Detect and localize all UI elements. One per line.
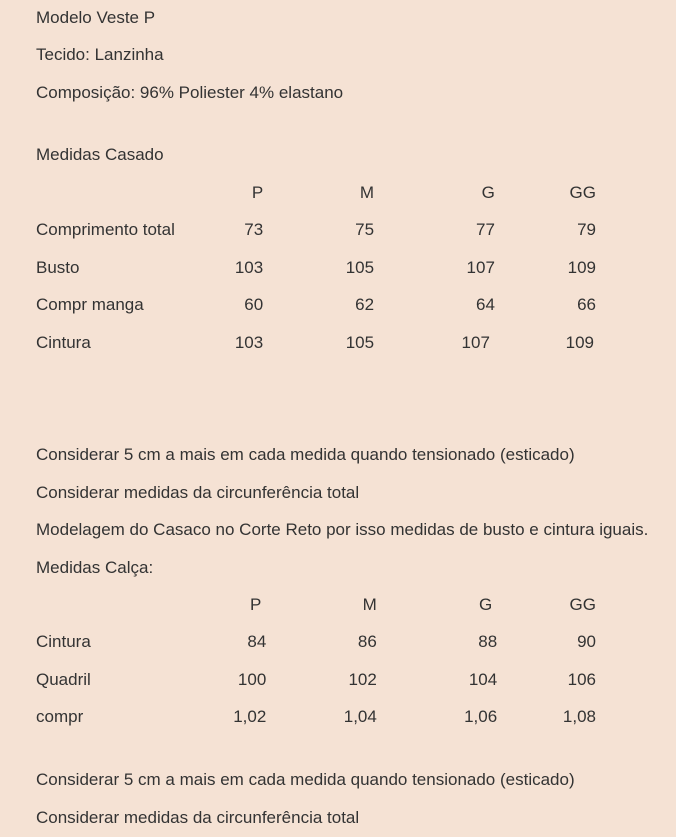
table-cell: 77 (475, 220, 495, 240)
table-header-cell: P (251, 182, 264, 202)
table-cell: 109 (567, 257, 596, 277)
table-row (36, 624, 596, 662)
table-row (36, 249, 596, 287)
table-cell: 104 (468, 669, 498, 689)
casaco-note-circumference: Considerar medidas da circunferência total (36, 483, 360, 502)
calca-note-stretch: Considerar 5 cm a mais em cada medida quando tensionado (esticado) (36, 770, 575, 789)
table-cell: 1,08 (562, 707, 596, 727)
calca-measurements-table (36, 586, 596, 736)
table-header-cell: M (362, 594, 377, 614)
table-cell: Cintura (36, 332, 91, 352)
model-size-text: Modelo Veste P (36, 8, 156, 27)
table-row (36, 699, 596, 737)
table-cell: 79 (577, 220, 596, 240)
table-cell: 107 (466, 257, 495, 277)
table-header-cell: P (249, 594, 262, 614)
table-header-cell (36, 174, 196, 212)
table-header-cell: GG (569, 182, 596, 202)
table-header-row (36, 174, 596, 212)
table-cell: Quadril (36, 669, 91, 689)
table-cell: 73 (244, 220, 264, 240)
table-cell: 1,06 (464, 707, 498, 727)
table-cell: Comprimento total (36, 220, 175, 240)
table-cell: 109 (565, 332, 594, 352)
casaco-section-title: Medidas Casado (36, 145, 164, 164)
table-cell: 84 (247, 632, 267, 652)
fabric-text: Tecido: Lanzinha (36, 45, 164, 64)
table-cell: 103 (234, 257, 264, 277)
table-cell: Busto (36, 257, 80, 277)
table-cell: 86 (357, 632, 377, 652)
table-cell: compr (36, 707, 84, 727)
table-cell: 105 (345, 332, 375, 352)
table-cell: 66 (577, 295, 596, 315)
table-header-cell (36, 586, 194, 624)
casaco-measurements-table (36, 174, 596, 362)
table-cell: 107 (461, 332, 490, 352)
table-cell: 1,04 (343, 707, 377, 727)
table-cell: 60 (244, 295, 264, 315)
calca-section-title: Medidas Calça: (36, 558, 154, 577)
table-header-cell: G (478, 594, 493, 614)
composition-text: Composição: 96% Poliester 4% elastano (36, 83, 344, 102)
table-row (36, 212, 596, 250)
table-cell: 1,02 (233, 707, 267, 727)
table-header-cell: G (481, 182, 495, 202)
casaco-note-cut: Modelagem do Casaco no Corte Reto por isso medidas de busto e cintura iguais. (36, 520, 649, 539)
table-cell: Compr manga (36, 295, 144, 315)
table-header-cell: M (359, 182, 375, 202)
table-cell: 75 (355, 220, 375, 240)
table-cell: 103 (234, 332, 264, 352)
table-row (36, 287, 596, 325)
table-cell: Cintura (36, 632, 91, 652)
table-header-row (36, 586, 596, 624)
table-cell: 62 (355, 295, 375, 315)
table-cell: 64 (475, 295, 495, 315)
table-cell: 106 (567, 669, 596, 689)
table-cell: 102 (348, 669, 377, 689)
table-cell: 100 (237, 669, 267, 689)
calca-note-circumference: Considerar medidas da circunferência total (36, 808, 360, 827)
table-cell: 88 (478, 632, 498, 652)
table-header-cell: GG (569, 594, 596, 614)
table-row (36, 324, 596, 362)
table-cell: 105 (345, 257, 375, 277)
table-cell: 90 (577, 632, 596, 652)
casaco-note-stretch: Considerar 5 cm a mais em cada medida quando tensionado (esticado) (36, 445, 575, 464)
table-row (36, 661, 596, 699)
